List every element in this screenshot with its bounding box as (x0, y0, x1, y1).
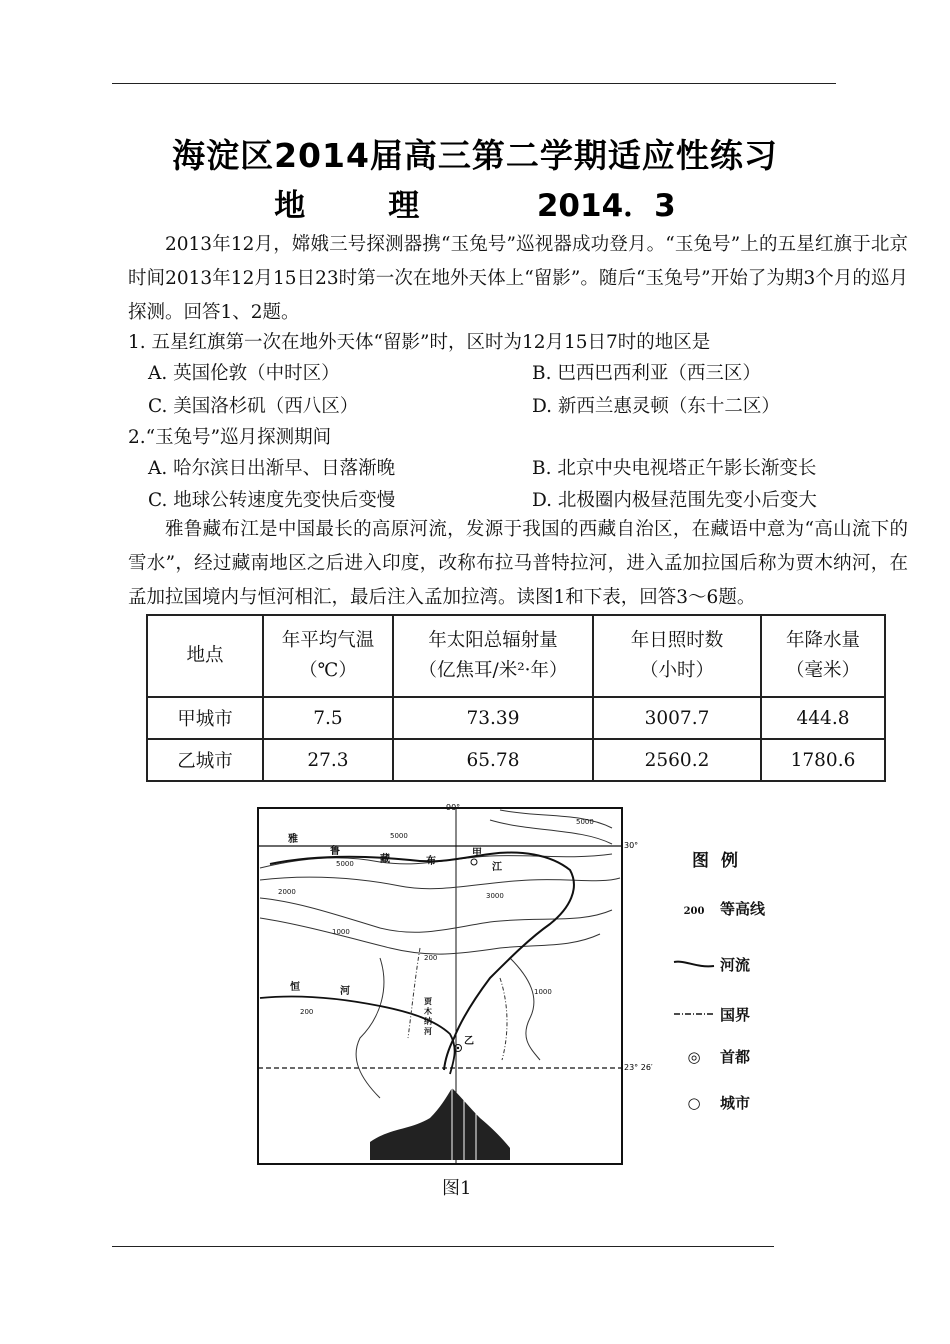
city-label: 乙 (464, 1036, 474, 1047)
contour-line (510, 958, 540, 1060)
q2-option-a: A. 哈尔滨日出渐早、日落渐晚 (148, 458, 396, 479)
table-cell: 73.39 (393, 697, 593, 739)
topographic-map (240, 798, 653, 1170)
q2-option-b: B. 北京中央电视塔正午影长渐变长 (532, 458, 817, 479)
river-label: 藏 (380, 854, 390, 865)
q1-option-a: A. 英国伦敦（中时区） (148, 363, 340, 384)
longitude-label: 90° (446, 803, 461, 812)
legend-label: 首都 (720, 1048, 751, 1066)
q2-stem: 2.“玉兔号”巡月探测期间 (128, 427, 332, 448)
river-label: 河 (424, 1027, 432, 1036)
intro2-text: 雅鲁藏布江是中国最长的高原河流，发源于我国的西藏自治区，在藏语中意为“高山流下的雪水”，经过藏南地区之后进入印度，改称布拉马普特拉河，进入孟加拉国后称为贾木纳河，在孟加拉国境内与恒河相汇，最后注入孟加拉湾。读图1和下表，回答3～6题。 (128, 519, 908, 608)
contour-symbol: 200 (683, 906, 705, 917)
legend-title: 图例 (692, 851, 750, 871)
legend-item-border (668, 1004, 750, 1025)
legend-item-city (668, 1092, 750, 1113)
legend-label: 等高线 (720, 900, 766, 918)
contour-value: 3000 (486, 892, 504, 900)
q1-option-b: B. 巴西巴西利亚（西三区） (532, 363, 761, 384)
table-cell: 3007.7 (593, 697, 761, 739)
intro2-paragraph (128, 513, 908, 615)
header-cell: 年平均气温 （℃） (263, 615, 393, 697)
contour-line (356, 958, 384, 1098)
figure-caption: 图1 (442, 1178, 472, 1199)
lat-30-label: 30° (624, 841, 639, 850)
city-label: 甲 (472, 848, 482, 859)
river-label: 恒 (290, 982, 300, 993)
river-label: 鲁 (330, 846, 340, 857)
climate-table (146, 614, 886, 782)
exam-subtitle (0, 180, 950, 225)
q2-option-c: C. 地球公转速度先变快后变慢 (148, 490, 396, 511)
contour-value: 5000 (576, 818, 594, 826)
exam-title: 海淀区2014届高三第二学期适应性练习 (172, 136, 778, 175)
top-rule (112, 83, 836, 84)
legend-label: 国界 (720, 1006, 751, 1024)
city-jia-marker (471, 859, 477, 865)
contour-line (260, 918, 600, 954)
table-cell: 65.78 (393, 739, 593, 781)
legend-item-capital (668, 1046, 750, 1067)
table-cell: 2560.2 (593, 739, 761, 781)
yarlung-river (270, 853, 574, 1070)
river-label: 雅 (288, 834, 298, 845)
river-label: 布 (426, 856, 436, 867)
capital-icon: ◎ (687, 1048, 701, 1066)
intro-paragraph (128, 228, 908, 330)
river-label: 河 (340, 986, 350, 997)
q1-option-d: D. 新西兰惠灵顿（东十二区） (532, 396, 780, 417)
river-label: 木 (424, 1007, 432, 1016)
header-cell: 地点 (147, 615, 263, 697)
q1-option-c: C. 美国洛杉矶（西八区） (148, 396, 359, 417)
table-cell: 7.5 (263, 697, 393, 739)
contour-value: 200 (424, 954, 438, 962)
contour-value: 5000 (336, 860, 354, 868)
legend-label: 河流 (720, 956, 751, 974)
table-row (147, 739, 885, 781)
contour-line (260, 877, 620, 889)
table-cell: 甲城市 (147, 697, 263, 739)
table-row (147, 697, 885, 739)
river-label: 纳 (424, 1017, 432, 1026)
legend-item-river (668, 954, 750, 975)
city-icon: ○ (687, 1094, 701, 1112)
subject-label: 地 理 (274, 188, 446, 224)
lat-tropic-label: 23° 26′ (624, 1063, 653, 1072)
border-symbol (668, 1006, 720, 1024)
contour-value: 1000 (534, 988, 552, 996)
exam-date: 2014．3 (536, 188, 676, 224)
header-cell: 年太阳总辐射量 （亿焦耳/米²·年） (393, 615, 593, 697)
river-label: 江 (492, 862, 502, 873)
legend-item-contour (668, 898, 765, 919)
header-cell: 年降水量 （毫米） (761, 615, 885, 697)
table-cell: 乙城市 (147, 739, 263, 781)
delta-area (370, 1088, 510, 1160)
intro-text: 2013年12月，嫦娥三号探测器携“玉兔号”巡视器成功登月。“玉兔号”上的五星红旗于北京时间2013年12月15日23时第一次在地外天体上“留影”。随后“玉兔号”开始了为期3个月的巡月探测。回答1、2题。 (128, 234, 908, 323)
contour-value: 1000 (332, 928, 350, 936)
table-cell: 444.8 (761, 697, 885, 739)
contour-value: 2000 (278, 888, 296, 896)
header-cell: 年日照时数 （小时） (593, 615, 761, 697)
contour-value: 5000 (390, 832, 408, 840)
table-cell: 1780.6 (761, 739, 885, 781)
border-line (408, 948, 420, 1038)
capital-marker-dot (457, 1047, 459, 1049)
q1-stem: 1. 五星红旗第一次在地外天体“留影”时，区时为12月15日7时的地区是 (128, 332, 711, 353)
river-symbol (668, 956, 720, 974)
river-label: 贾 (424, 997, 432, 1006)
contour-value: 200 (300, 1008, 314, 1016)
table-cell: 27.3 (263, 739, 393, 781)
legend-label: 城市 (720, 1094, 751, 1112)
bottom-rule (112, 1246, 774, 1247)
border-line (500, 978, 507, 1060)
q2-option-d: D. 北极圈内极昼范围先变小后变大 (532, 490, 817, 511)
table-header-row (147, 615, 885, 697)
